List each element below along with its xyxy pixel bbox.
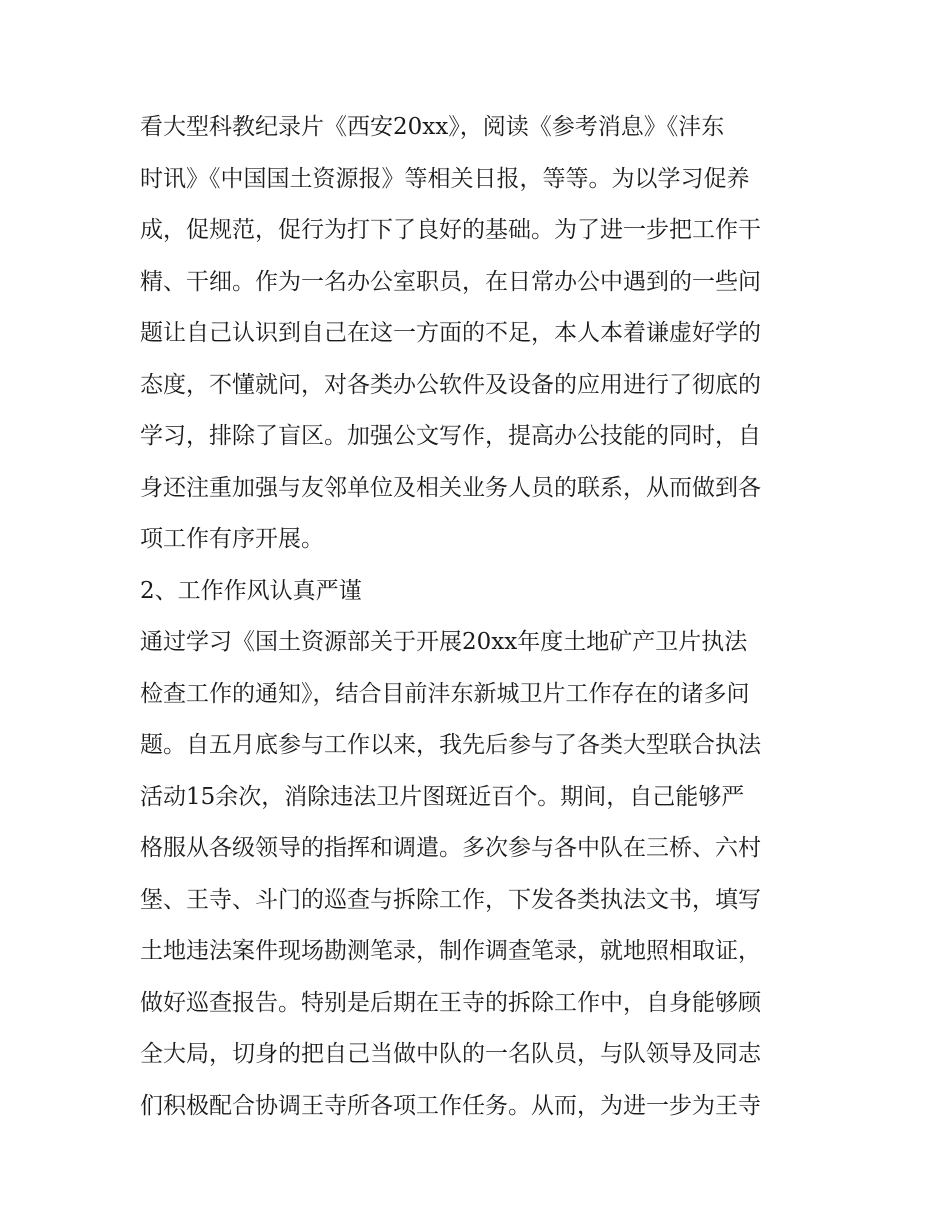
text-line: 成，促规范，促行为打下了良好的基础。为了进一步把工作干 [140,217,761,243]
text-line: 格服从各级领导的指挥和调遣。多次参与各中队在三桥、六村 [140,835,761,861]
text-line: 检查工作的通知》，结合目前沣东新城卫片工作存在的诸多问 [140,680,750,707]
text-line: 态度，不懂就问，对各类办公软件及设备的应用进行了彻底的 [140,371,761,398]
text-line: 做好巡查报告。特别是后期在王寺的拆除工作中，自身能够顾 [140,989,761,1016]
text-line: 堡、王寺、斗门的巡查与拆除工作，下发各类执法文书，填写 [140,886,761,913]
text-line: 题。自五月底参与工作以来，我先后参与了各类大型联合执法 [140,732,761,758]
text-line: 们积极配合协调王寺所各项工作任务。从而，为进一步为王寺 [140,1092,761,1119]
text-line: 学习，排除了盲区。加强公文写作，提高办公技能的同时，自 [140,423,761,449]
text-line: 看大型科教纪录片《西安20xx》，阅读《参考消息》《沣东 [140,114,725,140]
text-line: 通过学习《国土资源部关于开展20xx年度土地矿产卫片执法 [140,629,748,655]
text-line: 时讯》《中国国土资源报》等相关日报，等等。为以学习促养 [140,165,750,192]
section-heading: 2、工作作风认真严谨 [140,577,362,604]
text-line: 题让自己认识到自己在这一方面的不足，本人本着谦虚好学的 [140,320,761,346]
document-body [140,102,820,1132]
text-line: 全大局，切身的把自己当做中队的一名队员，与队领导及同志 [140,1041,761,1067]
text-line: 身还注重加强与友邻单位及相关业务人员的联系，从而做到各 [140,474,761,501]
text-line: 活动15余次，消除违法卫片图斑近百个。期间，自己能够严 [140,783,745,810]
text-line: 项工作有序开展。 [140,526,324,552]
text-line: 精、干细。作为一名办公室职员，在日常办公中遇到的一些问 [140,268,761,295]
text-line: 土地违法案件现场勘测笔录，制作调查笔录，就地照相取证， [140,938,761,964]
